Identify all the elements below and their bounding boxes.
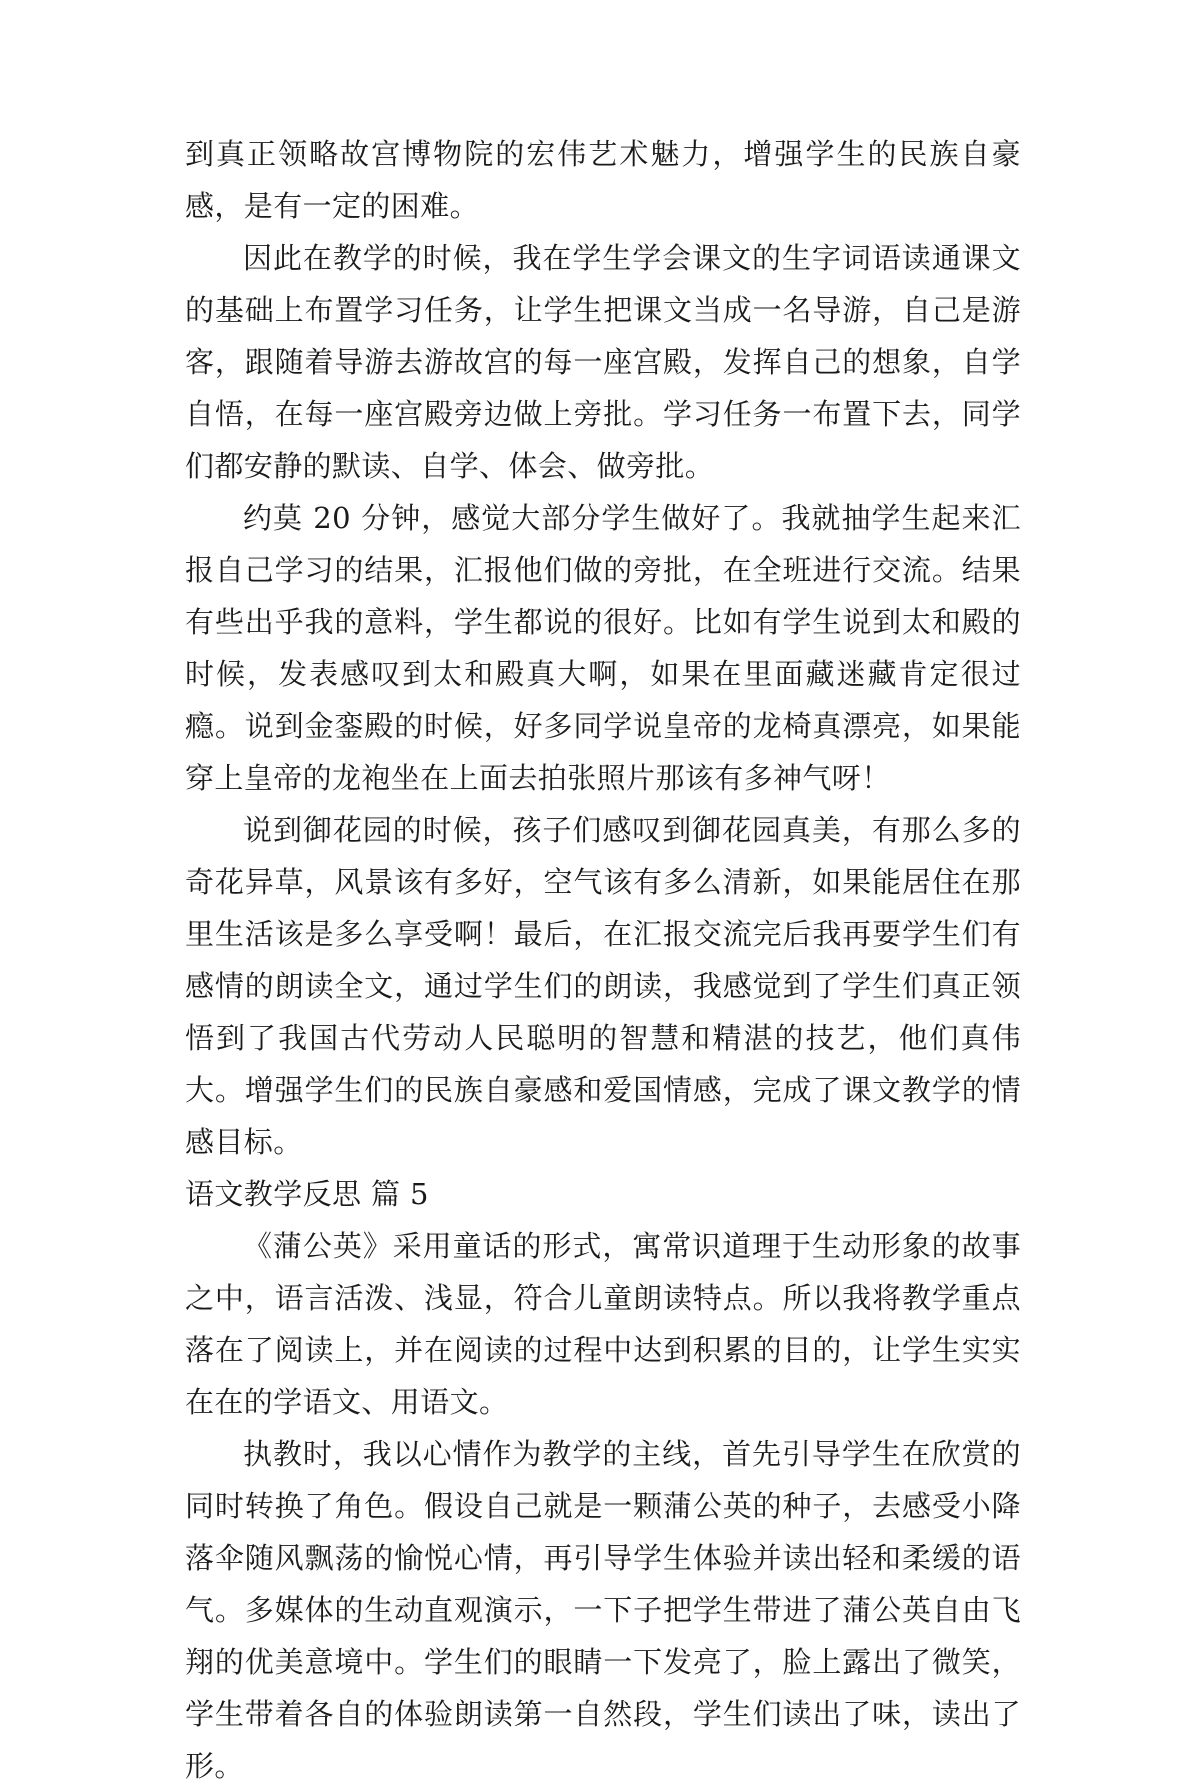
paragraph: 因此在教学的时候，我在学生学会课文的生字词语读通课文的基础上布置学习任务，让学生把课文当成一名导游，自己是游客，跟随着导游去游故宫的每一座宫殿，发挥自己的想象，自学自悟，在每一座宫殿旁边做上旁批。学习任务一布置下去，同学们都安静的默读、自学、体会、做旁批。 <box>185 241 1021 483</box>
paragraph: 约莫 20 分钟，感觉大部分学生做好了。我就抽学生起来汇报自己学习的结果，汇报他们做的旁批，在全班进行交流。结果有些出乎我的意料，学生都说的很好。比如有学生说到太和殿的时候，发表感叹到太和殿真大啊，如果在里面藏迷藏肯定很过瘾。说到金銮殿的时候，好多同学说皇帝的龙椅真漂亮，如果能穿上皇帝的龙袍坐在上面去拍张照片那该有多神气呀！ <box>185 501 1021 795</box>
paragraph: 执教时，我以心情作为教学的主线，首先引导学生在欣赏的同时转换了角色。假设自己就是一颗蒲公英的种子，去感受小降落伞随风飘荡的愉悦心情，再引导学生体验并读出轻和柔缓的语气。多媒体的生动直观演示，一下子把学生带进了蒲公英自由飞翔的优美意境中。学生们的眼睛一下发亮了，脸上露出了微笑，学生带着各自的体验朗读第一自然段，学生们读出了味，读出了形。 <box>185 1437 1021 1783</box>
paragraph-continuation: 到真正领略故宫博物院的宏伟艺术魅力，增强学生的民族自豪感，是有一定的困难。 <box>185 137 1021 223</box>
paragraph: 说到御花园的时候，孩子们感叹到御花园真美，有那么多的奇花异草，风景该有多好，空气该有多么清新，如果能居住在那里生活该是多么享受啊！最后，在汇报交流完后我再要学生们有感情的朗读全文，通过学生们的朗读，我感觉到了学生们真正领悟到了我国古代劳动人民聪明的智慧和精湛的技艺，他们真伟大。增强学生们的民族自豪感和爱国情感，完成了课文教学的情感目标。 <box>185 813 1021 1159</box>
document-page <box>185 128 1021 1792</box>
paragraph: 《蒲公英》采用童话的形式，寓常识道理于生动形象的故事之中，语言活泼、浅显，符合儿童朗读特点。所以我将教学重点落在了阅读上，并在阅读的过程中达到积累的目的，让学生实实在在的学语文、用语文。 <box>185 1229 1021 1419</box>
section-heading: 语文教学反思 篇 5 <box>185 1177 429 1211</box>
